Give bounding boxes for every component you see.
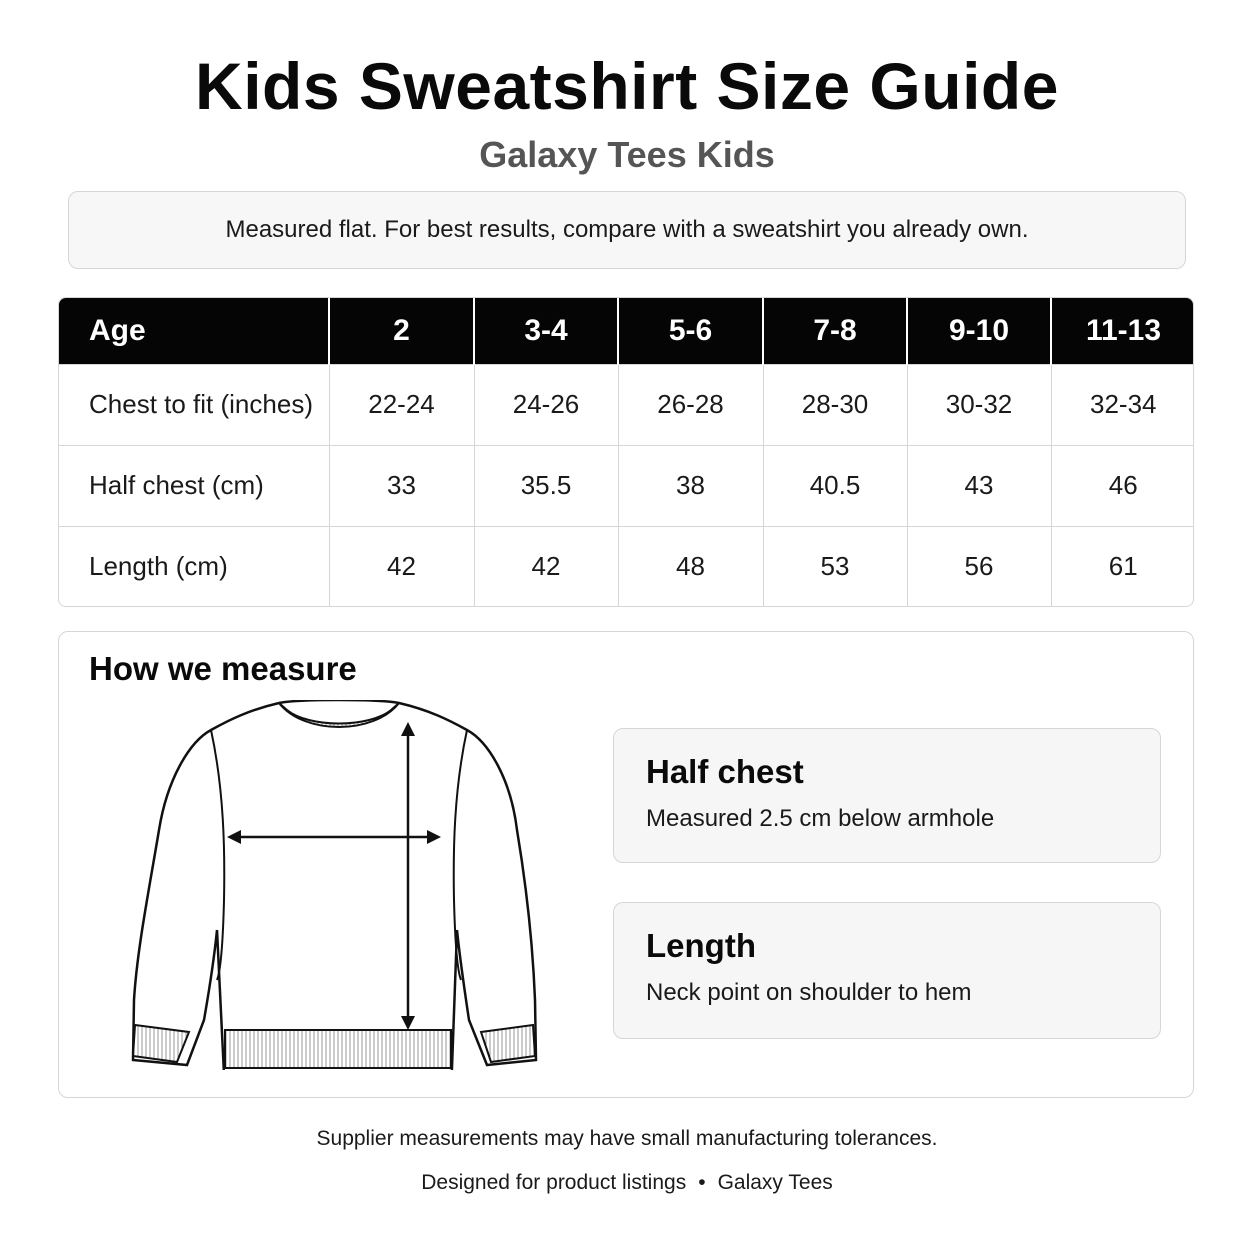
table-row — [59, 365, 1194, 446]
card-title: Half chest — [646, 753, 804, 790]
table-cell: 46 — [1051, 445, 1194, 526]
length-card — [613, 902, 1161, 1039]
table-cell: 22-24 — [329, 365, 474, 446]
table-cell: 30-32 — [907, 365, 1051, 446]
card-text: Neck point on shoulder to hem — [646, 979, 972, 1006]
table-cell: 43 — [907, 445, 1051, 526]
size-table — [59, 298, 1194, 606]
table-cell: 35.5 — [474, 445, 618, 526]
row-label: Chest to fit (inches) — [59, 365, 329, 446]
table-cell: 32-34 — [1051, 365, 1194, 446]
how-we-measure-heading: How we measure — [89, 650, 357, 687]
table-cell: 38 — [618, 445, 763, 526]
card-text: Measured 2.5 cm below armhole — [646, 805, 995, 832]
column-header: 2 — [329, 298, 474, 365]
table-cell: 53 — [763, 526, 907, 606]
table-header-row — [59, 298, 1194, 365]
card-title: Length — [646, 927, 756, 964]
table-cell: 24-26 — [474, 365, 618, 446]
column-header: 9-10 — [907, 298, 1051, 365]
column-header: 7-8 — [763, 298, 907, 365]
table-cell: 40.5 — [763, 445, 907, 526]
footer-left: Designed for product listings — [421, 1171, 687, 1194]
table-cell: 28-30 — [763, 365, 907, 446]
sweatshirt-diagram-icon — [129, 700, 539, 1070]
column-header: 11-13 — [1051, 298, 1194, 365]
how-we-measure-panel — [58, 631, 1194, 1098]
table-row — [59, 526, 1194, 606]
page-title: Kids Sweatshirt Size Guide — [195, 49, 1059, 123]
table-cell: 48 — [618, 526, 763, 606]
row-label: Half chest (cm) — [59, 445, 329, 526]
column-header: 5-6 — [618, 298, 763, 365]
table-cell: 33 — [329, 445, 474, 526]
half-chest-card — [613, 728, 1161, 863]
column-header-age: Age — [59, 298, 329, 365]
footer-credits — [0, 1171, 1254, 1195]
table-cell: 42 — [474, 526, 618, 606]
brand-subtitle: Galaxy Tees Kids — [479, 134, 775, 175]
footer-separator: • — [698, 1171, 706, 1194]
measuring-note: Measured flat. For best results, compare with a sweatshirt you already own. — [68, 191, 1186, 269]
table-cell: 56 — [907, 526, 1051, 606]
table-row — [59, 445, 1194, 526]
row-label: Length (cm) — [59, 526, 329, 606]
footer-right: Galaxy Tees — [717, 1171, 833, 1194]
size-table-container — [58, 297, 1194, 607]
table-cell: 61 — [1051, 526, 1194, 606]
footer-disclaimer: Supplier measurements may have small manufacturing tolerances. — [316, 1127, 938, 1150]
column-header: 3-4 — [474, 298, 618, 365]
table-cell: 26-28 — [618, 365, 763, 446]
table-cell: 42 — [329, 526, 474, 606]
